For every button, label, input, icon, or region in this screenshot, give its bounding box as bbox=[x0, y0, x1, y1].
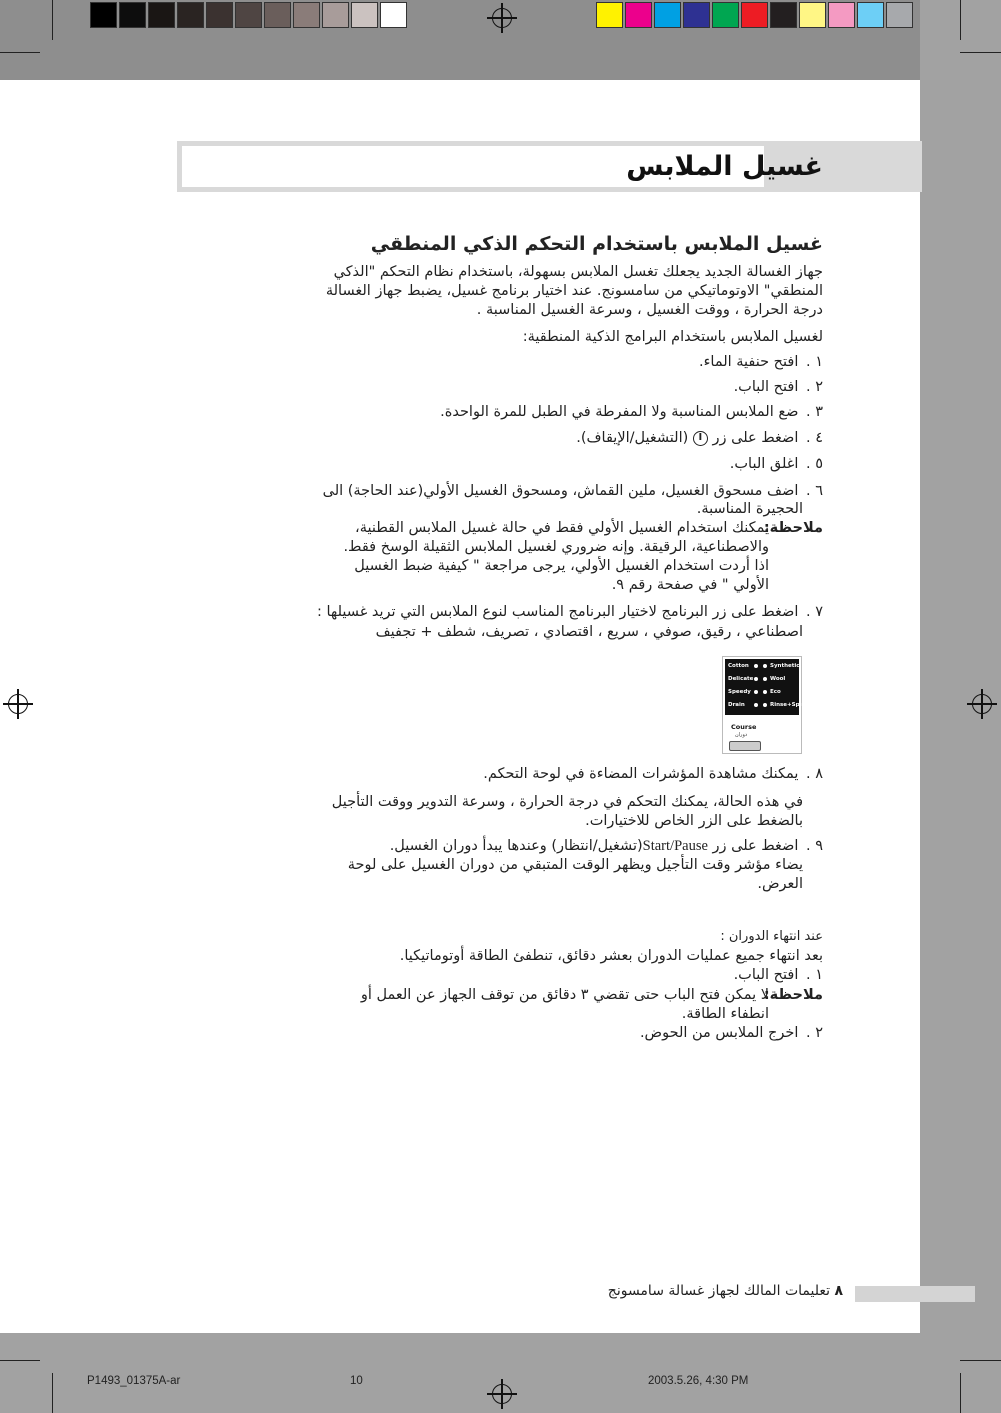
color-swatch bbox=[596, 2, 623, 28]
step-item: ٢ . اخرج الملابس من الحوض. bbox=[639, 1025, 823, 1041]
program-label: Wool bbox=[770, 676, 786, 682]
gray-swatch bbox=[90, 2, 117, 28]
gray-swatch bbox=[177, 2, 204, 28]
gray-swatch bbox=[322, 2, 349, 28]
subheading: لغسيل الملابس باستخدام البرامج الذكية المنطقية: bbox=[522, 329, 823, 345]
note-label: ملاحظة: bbox=[763, 987, 823, 1003]
indicator-led-icon bbox=[763, 703, 767, 707]
program-label: Synthetic bbox=[770, 663, 800, 669]
color-swatch bbox=[654, 2, 681, 28]
registration-mark-icon bbox=[8, 694, 28, 714]
program-label: Drain bbox=[728, 702, 745, 708]
program-label: Rinse+Spin bbox=[770, 702, 806, 708]
crop-mark bbox=[52, 1373, 53, 1413]
indicator-led-icon bbox=[754, 690, 758, 694]
section-heading: غسيل الملابس باستخدام التحكم الذكي المنطقي bbox=[370, 233, 823, 255]
step-item-continuation: الحجيرة المناسبة. bbox=[696, 501, 803, 517]
intro-line: جهاز الغسالة الجديد يجعلك تغسل الملابس بسهولة، باستخدام نظام التحكم "الذكي bbox=[333, 264, 823, 280]
gray-swatch bbox=[206, 2, 233, 28]
indicator-led-icon bbox=[763, 677, 767, 681]
registration-mark-icon bbox=[972, 694, 992, 714]
color-swatch bbox=[770, 2, 797, 28]
gray-swatch bbox=[119, 2, 146, 28]
step-item: ٩ . اضغط على زر Start/Pause(تشغيل/انتظار) وعندها يبدأ دوران الغسيل. bbox=[389, 838, 823, 854]
step-item: ٥ . اغلق الباب. bbox=[729, 456, 823, 472]
gray-swatch bbox=[148, 2, 175, 28]
slug-date: 2003.5.26, 4:30 PM bbox=[648, 1375, 749, 1387]
step-item-continuation: العرض. bbox=[757, 876, 803, 892]
crop-mark bbox=[0, 52, 40, 53]
crop-mark bbox=[52, 0, 53, 40]
crop-mark bbox=[960, 0, 961, 40]
registration-mark-icon bbox=[492, 8, 512, 28]
note-label: ملاحظة: bbox=[763, 520, 823, 536]
color-swatch bbox=[741, 2, 768, 28]
step-item: ٦ . اضف مسحوق الغسيل، ملين القماش، ومسحوق الغسيل الأولي(عند الحاجة) الى bbox=[322, 483, 823, 499]
step-item-continuation: بالضغط على الزر الخاص للاختيارات. bbox=[585, 813, 803, 829]
color-swatch bbox=[828, 2, 855, 28]
indicator-led-icon bbox=[763, 664, 767, 668]
note-line: الأولي " في صفحة رقم ٩. bbox=[611, 577, 769, 593]
program-label: Eco bbox=[770, 689, 781, 695]
note-line: اذا أردت استخدام الغسيل الأولي، يرجى مراجعة " كيفية ضبط الغسيل bbox=[354, 558, 769, 574]
indicator-led-icon bbox=[763, 690, 767, 694]
course-label: Course bbox=[731, 723, 757, 731]
page-footer: ٨ تعليمات المالك لجهاز غسالة سامسونج bbox=[607, 1283, 843, 1299]
note-line: انطفاء الطاقة. bbox=[681, 1006, 769, 1022]
crop-mark bbox=[0, 1360, 40, 1361]
color-swatch bbox=[683, 2, 710, 28]
color-swatch bbox=[886, 2, 913, 28]
program-label: Speedy bbox=[728, 689, 751, 695]
end-heading: عند انتهاء الدوران : bbox=[720, 929, 823, 944]
course-label-ar: دوران bbox=[735, 732, 748, 738]
color-swatch bbox=[799, 2, 826, 28]
step-item-continuation: يضاء مؤشر وقت التأجيل ويظهر الوقت المتبقي من دوران الغسيل على لوحة bbox=[347, 857, 803, 873]
crop-mark bbox=[960, 1360, 1001, 1361]
step-item: ٨ . يمكنك مشاهدة المؤشرات المضاءة في لوحة التحكم. bbox=[483, 766, 823, 782]
crop-mark bbox=[960, 1373, 961, 1413]
indicator-led-icon bbox=[754, 664, 758, 668]
intro-line: المنطقي" الاوتوماتيكي من سامسونج. عند اختيار برنامج غسيل، يضبط جهاز الغسالة bbox=[325, 283, 823, 299]
step-item: ٤ . اضغط على زر I (التشغيل/الإيقاف). bbox=[576, 430, 823, 446]
intro-line: درجة الحرارة ، ووقت الغسيل ، وسرعة الغسيل المناسبة . bbox=[476, 302, 823, 318]
gray-swatch bbox=[380, 2, 407, 28]
page-title: غسيل الملابس bbox=[626, 151, 823, 182]
printer-margin-bottom bbox=[0, 1333, 920, 1413]
step-item: ٣ . ضع الملابس المناسبة ولا المفرطة في الطبل للمرة الواحدة. bbox=[440, 404, 823, 420]
color-swatch bbox=[625, 2, 652, 28]
gray-swatch bbox=[351, 2, 378, 28]
indicator-led-icon bbox=[754, 677, 758, 681]
gray-swatch bbox=[293, 2, 320, 28]
color-swatch bbox=[712, 2, 739, 28]
power-symbol-icon: I bbox=[693, 431, 708, 446]
gray-swatch bbox=[235, 2, 262, 28]
page-number: ٨ bbox=[834, 1283, 843, 1299]
slug-page: 10 bbox=[350, 1375, 363, 1387]
note-line: لا يمكن فتح الباب حتى تقضي ٣ دقائق من توقف الجهاز عن العمل أو bbox=[360, 987, 769, 1003]
registration-mark-icon bbox=[492, 1384, 512, 1404]
step-item-continuation: في هذه الحالة، يمكنك التحكم في درجة الحرارة ، وسرعة التدوير ووقت التأجيل bbox=[331, 794, 803, 810]
step-item-continuation: اصطناعي ، رقيق، صوفي ، سريع ، اقتصادي ، تصريف، شطف + تجفيف bbox=[375, 624, 803, 640]
indicator-led-icon bbox=[754, 703, 758, 707]
step-item: ٢ . افتح الباب. bbox=[733, 379, 823, 395]
program-label: Delicate bbox=[728, 676, 754, 682]
crop-mark bbox=[960, 52, 1001, 53]
color-swatch bbox=[857, 2, 884, 28]
note-line: والاصطناعية، الرقيقة. وإنه ضروري لغسيل الملابس الثقيلة الوسخ فقط. bbox=[343, 539, 769, 555]
control-panel-image bbox=[722, 656, 806, 754]
step-item: ١ . افتح الباب. bbox=[733, 967, 823, 983]
gray-swatch bbox=[264, 2, 291, 28]
step-item: ٧ . اضغط على زر البرنامج لاختيار البرنامج المناسب لنوع الملابس التي تريد غسيلها : bbox=[317, 604, 823, 620]
end-text: بعد انتهاء جميع عمليات الدوران بعشر دقائق، تنطفئ الطاقة أوتوماتيكيا. bbox=[399, 948, 823, 964]
footer-bar bbox=[855, 1286, 975, 1302]
slug-filename: P1493_01375A-ar bbox=[87, 1375, 181, 1387]
note-line: يمكنك استخدام الغسيل الأولي فقط في حالة غسيل الملابس القطنية، bbox=[355, 520, 769, 536]
step-item: ١ . افتح حنفية الماء. bbox=[698, 354, 823, 370]
course-button[interactable] bbox=[729, 741, 761, 751]
program-label: Cotton bbox=[728, 663, 749, 669]
